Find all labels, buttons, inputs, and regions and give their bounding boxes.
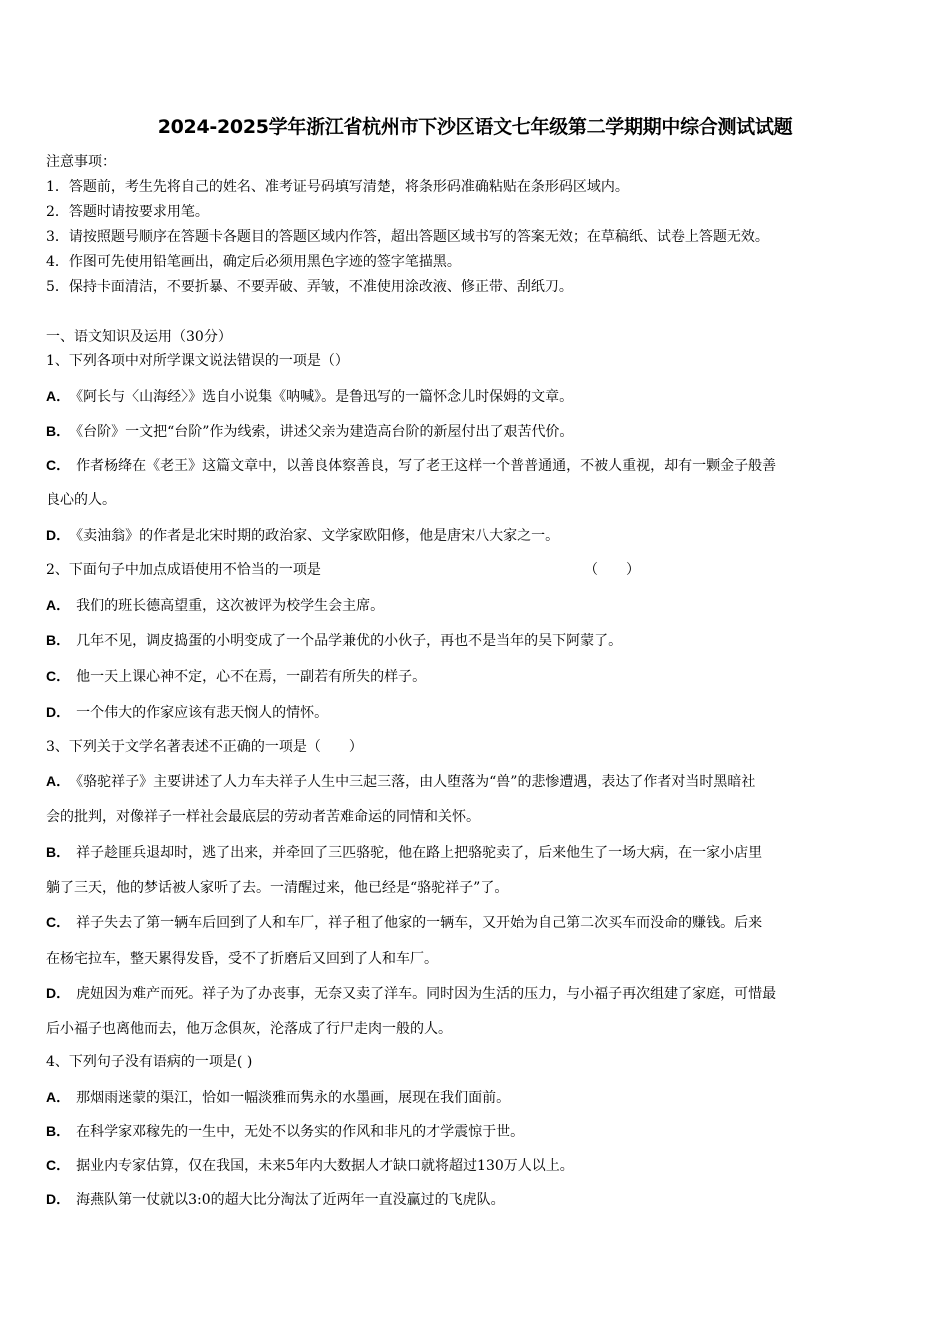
option-text: 作者杨绛在《老王》这篇文章中，以善良体察善良，写了老王这样一个普普通通，不被人重视，却有一颗金子般善: [76, 458, 777, 474]
notice-heading: 注意事项：: [46, 154, 116, 170]
option-text: 一个伟大的作家应该有悲天悯人的情怀。: [76, 705, 329, 721]
option-label: B．: [46, 844, 71, 860]
option-label: A．: [46, 773, 71, 789]
option-d: [46, 703, 328, 722]
question-stem: 4、下列句子没有语病的一项是( ): [46, 1054, 253, 1070]
option-text: 祥子趁匪兵退却时，逃了出来，并牵回了三匹骆驼，他在路上把骆驼卖了，后来他生了一场大病，在一家小店里: [76, 845, 763, 861]
option-text: 据业内专家估算，仅在我国，未来5年内大数据人才缺口就将超过130万人以上。: [76, 1158, 574, 1174]
option-b: [46, 631, 622, 650]
option-label: C．: [46, 668, 71, 684]
option-b: [46, 1122, 524, 1141]
option-a: [46, 387, 573, 406]
option-d: [46, 526, 559, 545]
option-c-continued: 在杨宅拉车，整天累得发昏，受不了折磨后又回到了人和车厂。: [46, 951, 438, 967]
option-text: 《阿长与〈山海经〉》选自小说集《呐喊》。是鲁迅写的一篇怀念儿时保姆的文章。: [76, 389, 574, 405]
option-label: C．: [46, 914, 71, 930]
option-a: [46, 596, 384, 615]
option-text: 海燕队第一仗就以3:0的超大比分淘汰了近两年一直没赢过的飞虎队。: [76, 1192, 505, 1208]
option-a: [46, 1088, 510, 1107]
notice-item: 3．请按照题号顺序在答题卡各题目的答题区域内作答，超出答题区域书写的答案无效；在草稿纸、试卷上答题无效。: [46, 229, 769, 245]
option-label: B．: [46, 632, 71, 648]
option-b: [46, 843, 762, 862]
option-c-continued: 良心的人。: [46, 492, 116, 508]
option-c: [46, 913, 762, 932]
question-stem: 1、下列各项中对所学课文说法错误的一项是（）: [46, 353, 349, 369]
question-stem: 3、下列关于文学名著表述不正确的一项是（ ）: [46, 739, 363, 755]
option-label: D．: [46, 985, 71, 1001]
answer-parentheses: （ ）: [584, 562, 640, 578]
exam-title: 2024-2025学年浙江省杭州市下沙区语文七年级第二学期期中综合测试试题: [157, 116, 793, 138]
option-label: A．: [46, 597, 71, 613]
option-text: 《骆驼祥子》主要讲述了人力车夫祥子人生中三起三落，由人堕落为“兽”的悲惨遭遇，表达了作者对当时黑暗社: [76, 774, 756, 790]
option-c: [46, 1156, 574, 1175]
option-label: A．: [46, 388, 71, 404]
option-label: B．: [46, 1123, 71, 1139]
option-a: [46, 772, 755, 791]
notice-item: 1．答题前，考生先将自己的姓名、准考证号码填写清楚，将条形码准确粘贴在条形码区域内。: [46, 179, 629, 195]
option-label: B．: [46, 423, 71, 439]
option-d-continued: 后小福子也离他而去，他万念俱灰，沦落成了行尸走肉一般的人。: [46, 1021, 452, 1037]
option-text: 几年不见，调皮捣蛋的小明变成了一个品学兼优的小伙子，再也不是当年的吴下阿蒙了。: [76, 633, 623, 649]
option-text: 在科学家邓稼先的一生中，无处不以务实的作风和非凡的才学震惊于世。: [76, 1124, 525, 1140]
option-c: [46, 667, 426, 686]
option-label: D．: [46, 527, 71, 543]
option-b: [46, 422, 573, 441]
option-text: 那烟雨迷蒙的渠江，恰如一幅淡雅而隽永的水墨画，展现在我们面前。: [76, 1090, 511, 1106]
option-a-continued: 会的批判，对像祥子一样社会最底层的劳动者苦难命运的同情和关怀。: [46, 809, 480, 825]
option-text: 祥子失去了第一辆车后回到了人和车厂，祥子租了他家的一辆车，又开始为自己第二次买车而没命的赚钱。后来: [76, 915, 763, 931]
notice-item: 2．答题时请按要求用笔。: [46, 204, 209, 220]
notice-item: 4．作图可先使用铅笔画出，确定后必须用黑色字迹的签字笔描黑。: [46, 254, 461, 270]
option-label: C．: [46, 457, 71, 473]
question-stem: 2、下面句子中加点成语使用不恰当的一项是: [46, 562, 321, 578]
option-text: 虎妞因为难产而死。祥子为了办丧事，无奈又卖了洋车。同时因为生活的压力，与小福子再次组建了家庭，可惜最: [76, 986, 777, 1002]
section-heading: 一、语文知识及运用（30分）: [46, 329, 232, 345]
option-text: 我们的班长德高望重，这次被评为校学生会主席。: [76, 598, 385, 614]
option-b-continued: 躺了三天，他的梦话被人家听了去。一清醒过来，他已经是“骆驼祥子”了。: [46, 880, 509, 896]
option-d: [46, 1190, 505, 1209]
notice-item: 5．保持卡面清洁，不要折暴、不要弄破、弄皱，不准使用涂改液、修正带、刮纸刀。: [46, 279, 573, 295]
option-label: D．: [46, 704, 71, 720]
option-label: A．: [46, 1089, 71, 1105]
option-label: D．: [46, 1191, 71, 1207]
option-d: [46, 984, 776, 1003]
option-text: 《台阶》一文把“台阶”作为线索，讲述父亲为建造高台阶的新屋付出了艰苦代价。: [76, 424, 574, 440]
option-text: 他一天上课心神不定，心不在焉，一副若有所失的样子。: [76, 669, 427, 685]
option-text: 《卖油翁》的作者是北宋时期的政治家、文学家欧阳修，他是唐宋八大家之一。: [76, 528, 560, 544]
option-label: C．: [46, 1157, 71, 1173]
option-c: [46, 456, 776, 475]
